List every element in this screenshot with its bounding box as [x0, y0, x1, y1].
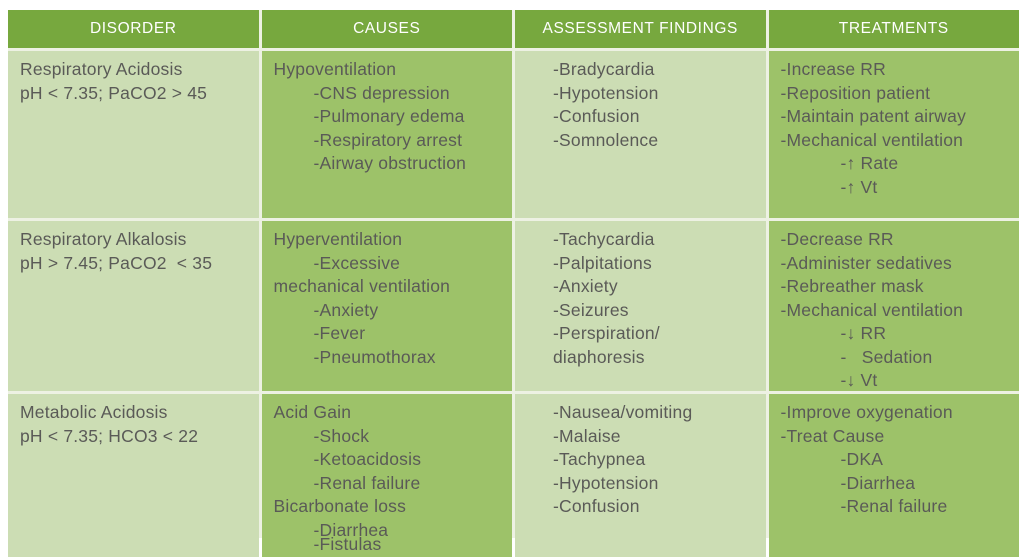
- cell-line: -Renal failure: [840, 496, 948, 516]
- cell-line: -Rebreather mask: [780, 276, 924, 296]
- cell-line: -Shock: [313, 425, 370, 446]
- table-cell-assessment-row1: [515, 51, 766, 218]
- cell-line: -Seizures: [553, 299, 629, 320]
- cell-line: -Administer sedatives: [780, 252, 952, 273]
- cell-line: Bicarbonate loss: [273, 496, 407, 516]
- cell-line: - Sedation: [840, 346, 933, 367]
- cell-line: -Tachycardia: [553, 229, 655, 249]
- cell-line: -Bradycardia: [553, 59, 655, 79]
- cell-line: -Anxiety: [553, 276, 618, 296]
- cell-line: -↑ Vt: [840, 176, 878, 197]
- cell-line: -Hypotension: [553, 472, 659, 493]
- cell-line: -Fistulas: [313, 534, 382, 554]
- cell-line: Hypoventilation: [273, 59, 397, 79]
- table-cell-causes-row3: [262, 394, 513, 557]
- cell-line: -Somnolence: [553, 129, 659, 150]
- cell-line: -CNS depression: [313, 82, 450, 103]
- cell-line: diaphoresis: [553, 346, 645, 367]
- cell-line: -Excessive: [313, 252, 401, 273]
- cell-line: -Confusion: [553, 496, 640, 516]
- cell-line: -Hypotension: [553, 82, 659, 103]
- cell-line: -Diarrhea: [840, 472, 916, 493]
- cell-line: Respiratory Acidosis: [20, 59, 183, 79]
- cell-line: -↑ Rate: [840, 153, 899, 173]
- cell-line: pH < 7.35; HCO3 < 22: [20, 425, 199, 446]
- cell-line: -Renal failure: [313, 472, 421, 493]
- cell-line: pH > 7.45; PaCO2 < 35: [20, 252, 213, 273]
- table-cell-assessment-row2: [515, 221, 766, 391]
- cell-line: -Treat Cause: [780, 425, 885, 446]
- cell-line: -Pneumothorax: [313, 346, 436, 367]
- cell-line: Metabolic Acidosis: [20, 402, 168, 422]
- table-cell-disorder-row1: [8, 51, 259, 218]
- cell-line: -Pulmonary edema: [313, 106, 465, 126]
- cell-line: -Maintain patent airway: [780, 106, 967, 126]
- cell-line: -Ketoacidosis: [313, 449, 422, 469]
- cell-line: -Improve oxygenation: [780, 402, 953, 422]
- cell-line: -Tachypnea: [553, 449, 646, 469]
- cell-line: -Anxiety: [313, 299, 379, 320]
- cell-line: -↓ RR: [840, 323, 887, 343]
- table-cell-causes-row2: [262, 221, 513, 391]
- cell-line: -DKA: [840, 449, 884, 469]
- cell-line: Acid Gain: [273, 402, 352, 422]
- cell-line: -Malaise: [553, 425, 621, 446]
- cell-line: -Mechanical ventilation: [780, 299, 964, 320]
- cell-line: -Perspiration/: [553, 323, 660, 343]
- table-cell-treatments-row2: [769, 221, 1020, 391]
- cell-line: mechanical ventilation: [273, 276, 451, 296]
- column-header-disorder: DISORDER: [8, 10, 259, 48]
- column-header-assessment: ASSESSMENT FINDINGS: [515, 10, 766, 48]
- acid-base-table: [8, 10, 1019, 554]
- cell-line: -Reposition patient: [780, 82, 931, 103]
- cell-line: -Decrease RR: [780, 229, 894, 249]
- cell-line: -Increase RR: [780, 59, 886, 79]
- cell-line: -↓ Vt: [840, 370, 878, 390]
- table-cell-causes-row1: [262, 51, 513, 218]
- column-header-treatments: TREATMENTS: [769, 10, 1020, 48]
- column-header-causes: CAUSES: [262, 10, 513, 48]
- cell-line: -Respiratory arrest: [313, 129, 463, 150]
- table-cell-disorder-row2: [8, 221, 259, 391]
- cell-line: Respiratory Alkalosis: [20, 229, 187, 249]
- table-cell-disorder-row3: [8, 394, 259, 557]
- cell-line: -Diarrhea: [313, 519, 389, 540]
- cell-line: -Confusion: [553, 106, 640, 126]
- cell-line: -Palpitations: [553, 252, 652, 273]
- table-cell-assessment-row3: [515, 394, 766, 557]
- cell-line: pH < 7.35; PaCO2 > 45: [20, 82, 208, 103]
- table-cell-treatments-row1: [769, 51, 1020, 218]
- table-cell-treatments-row3: [769, 394, 1020, 557]
- cell-line: -Mechanical ventilation: [780, 129, 964, 150]
- cell-line: Hyperventilation: [273, 229, 403, 249]
- cell-line: -Nausea/vomiting: [553, 402, 693, 422]
- cell-line: -Airway obstruction: [313, 153, 467, 173]
- cell-line: -Fever: [313, 323, 366, 343]
